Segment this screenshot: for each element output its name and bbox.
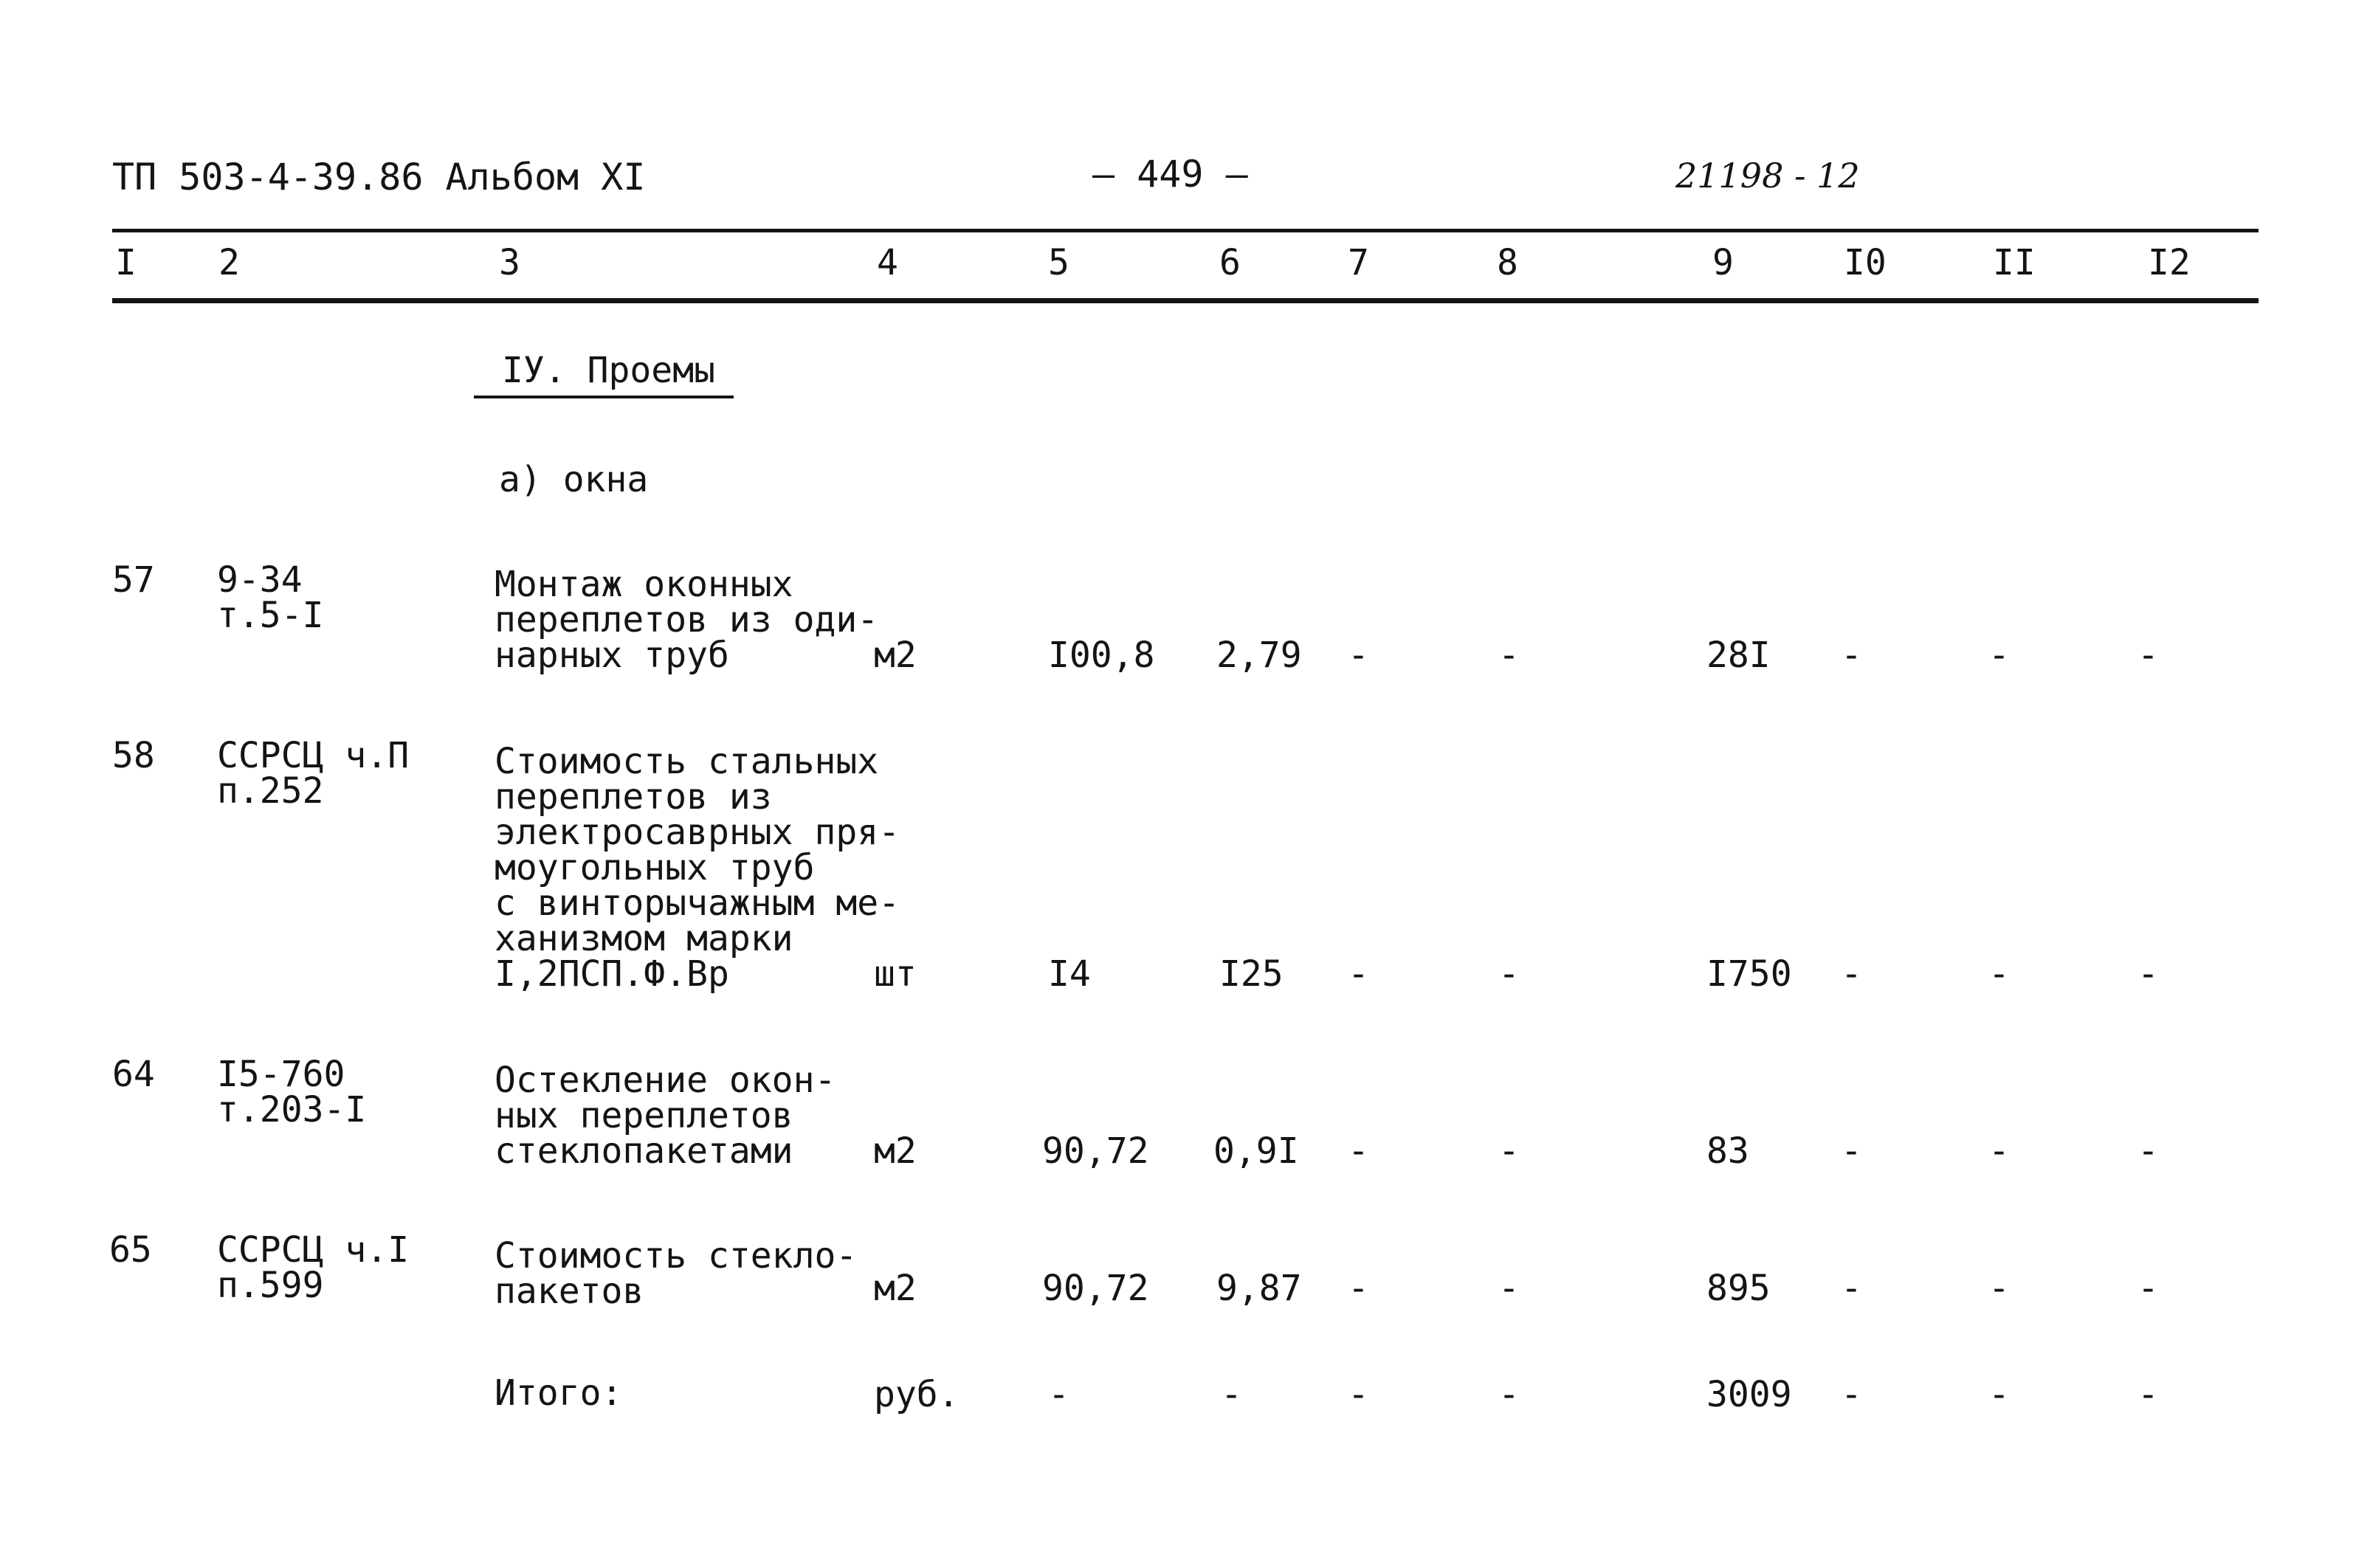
section-title-underline: [474, 396, 734, 398]
column-header: I: [115, 242, 137, 283]
column-header: II: [1993, 242, 2036, 283]
row-code: 9-34 т.5-I: [217, 559, 324, 636]
row-quantity: I4: [1048, 953, 1091, 995]
row-col7: -: [1348, 1130, 1369, 1172]
row-col11: -: [1988, 1268, 2010, 1309]
row-code: I5-760 т.203-I: [217, 1054, 367, 1130]
row-description: Монтаж оконных переплетов из оди- нарных труб: [495, 564, 879, 676]
total-col10: -: [1841, 1374, 1862, 1415]
row-code: ССРСЦ ч.П п.252: [217, 735, 410, 812]
row-col8: -: [1498, 1130, 1520, 1172]
row-col12: -: [2137, 953, 2159, 995]
column-header: 9: [1712, 242, 1734, 283]
total-col8: -: [1498, 1374, 1520, 1415]
row-col10: -: [1841, 635, 1862, 676]
row-col8: -: [1498, 635, 1520, 676]
total-unit: руб.: [874, 1374, 960, 1415]
row-col10: -: [1841, 953, 1862, 995]
column-header: I0: [1844, 242, 1887, 283]
row-col12: -: [2137, 1130, 2159, 1172]
row-unit-price: 0,9I: [1213, 1130, 1299, 1172]
row-col8: -: [1498, 953, 1520, 995]
row-col11: -: [1988, 635, 2010, 676]
total-col5: -: [1048, 1374, 1069, 1415]
column-header: 7: [1348, 242, 1369, 283]
row-unit: м2: [874, 635, 917, 676]
row-quantity: 90,72: [1042, 1130, 1149, 1172]
row-number: 64: [112, 1054, 155, 1095]
row-description: Стоимость стекло- пакетов: [495, 1235, 858, 1312]
handwritten-reference: 21198 - 12: [1675, 156, 1860, 196]
row-description: Стоимость стальных переплетов из электросаврных пря- моугольных труб с винторычажным ме- ханизмом марки I,2ПСП.Ф.Вр: [495, 741, 900, 995]
row-quantity: 90,72: [1042, 1268, 1149, 1309]
row-description: Остекление окон- ных переплетов стеклопакетами: [495, 1060, 836, 1172]
column-header: 4: [877, 242, 898, 283]
row-total-cost: I750: [1706, 953, 1792, 995]
row-number: 65: [109, 1229, 152, 1271]
total-col12: -: [2137, 1374, 2159, 1415]
column-header: 6: [1219, 242, 1241, 283]
row-number: 58: [112, 735, 155, 776]
top-rule: [112, 229, 2259, 232]
row-unit-price: 2,79: [1216, 635, 1302, 676]
total-col6: -: [1221, 1374, 1242, 1415]
row-col11: -: [1988, 953, 2010, 995]
row-unit: шт: [874, 953, 917, 995]
column-header: 3: [499, 242, 520, 283]
column-header-rule: [112, 298, 2259, 303]
row-unit-price: I25: [1219, 953, 1284, 995]
column-header: 8: [1497, 242, 1518, 283]
row-col11: -: [1988, 1130, 2010, 1172]
row-unit: м2: [874, 1130, 917, 1172]
total-col11: -: [1988, 1374, 2010, 1415]
row-col12: -: [2137, 635, 2159, 676]
row-code: ССРСЦ ч.I п.599: [217, 1229, 410, 1306]
total-sum: 3009: [1706, 1374, 1792, 1415]
page-number: – 449 –: [1092, 153, 1248, 196]
row-total-cost: 895: [1706, 1268, 1771, 1309]
row-total-cost: 28I: [1706, 635, 1771, 676]
document-reference: ТП 503-4-39.86 Альбом XI: [112, 156, 646, 198]
row-total-cost: 83: [1706, 1130, 1749, 1172]
total-col7: -: [1348, 1374, 1369, 1415]
total-label: Итого:: [495, 1372, 623, 1414]
row-unit: м2: [874, 1268, 917, 1309]
section-subtitle: а) окна: [499, 459, 649, 500]
row-quantity: I00,8: [1048, 635, 1155, 676]
column-header: 2: [218, 242, 240, 283]
row-col12: -: [2137, 1268, 2159, 1309]
row-col7: -: [1348, 635, 1369, 676]
row-col10: -: [1841, 1268, 1862, 1309]
row-col8: -: [1498, 1268, 1520, 1309]
row-unit-price: 9,87: [1216, 1268, 1302, 1309]
row-col10: -: [1841, 1130, 1862, 1172]
row-number: 57: [112, 559, 155, 601]
section-title: IУ. Проемы: [502, 350, 715, 391]
row-col7: -: [1348, 1268, 1369, 1309]
column-header: 5: [1048, 242, 1069, 283]
row-col7: -: [1348, 953, 1369, 995]
column-header: I2: [2148, 242, 2191, 283]
